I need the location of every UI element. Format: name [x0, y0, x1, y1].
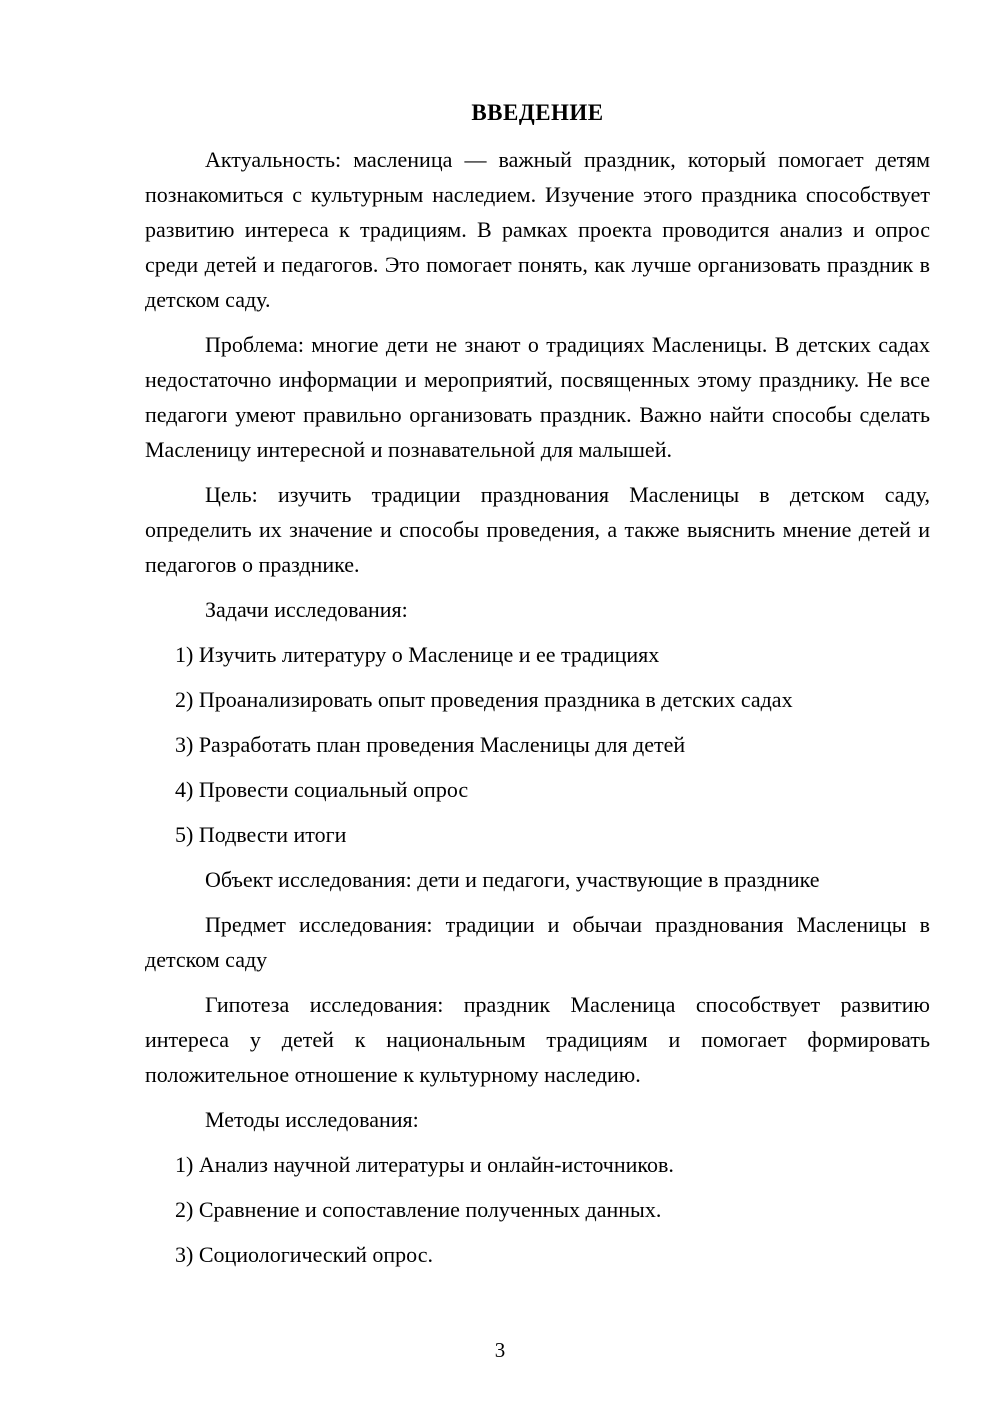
list-item-task-1: 1) Изучить литературу о Масленице и ее традициях — [175, 642, 660, 667]
list-item-method-2: 2) Сравнение и сопоставление полученных данных. — [175, 1197, 662, 1222]
subhead-methods: Методы исследования: — [205, 1107, 419, 1132]
list-item-method-3: 3) Социологический опрос. — [175, 1242, 433, 1267]
paragraph-relevance: Актуальность: масленица — важный праздник, который помогает детям познакомиться с культурным наследием. Изучение этого праздника способствует развитию интереса к традициям. В рамках проекта проводится анализ и опрос среди детей и педагогов. Это помогает понять, как лучше организовать праздник в детском саду. — [145, 147, 930, 312]
paragraph-hypothesis: Гипотеза исследования: праздник Масленица способствует развитию интереса у детей к национальным традициям и помогает формировать положительное отношение к культурному наследию. — [145, 992, 930, 1087]
paragraph-goal: Цель: изучить традиции празднования Масленицы в детском саду, определить их значение и способы проведения, а также выяснить мнение детей и педагогов о празднике. — [145, 482, 930, 577]
paragraph-problem: Проблема: многие дети не знают о традициях Масленицы. В детских садах недостаточно информации и мероприятий, посвященных этому празднику. Не все педагоги умеют правильно организовать праздник. Важно найти способы сделать Масленицу интересной и познавательной для малышей. — [145, 332, 930, 462]
list-item-task-2: 2) Проанализировать опыт проведения праздника в детских садах — [175, 687, 793, 712]
paragraph-subject: Предмет исследования: традиции и обычаи празднования Масленицы в детском саду — [145, 912, 930, 972]
list-item-task-4: 4) Провести социальный опрос — [175, 777, 469, 802]
paragraph-object: Объект исследования: дети и педагоги, участвующие в празднике — [205, 867, 820, 892]
list-item-task-3: 3) Разработать план проведения Масленицы для детей — [175, 732, 686, 757]
page-number: 3 — [494, 1338, 506, 1362]
list-item-method-1: 1) Анализ научной литературы и онлайн-источников. — [175, 1152, 674, 1177]
list-item-task-5: 5) Подвести итоги — [175, 822, 347, 847]
page-title: ВВЕДЕНИЕ — [471, 100, 604, 125]
subhead-tasks: Задачи исследования: — [205, 597, 408, 622]
